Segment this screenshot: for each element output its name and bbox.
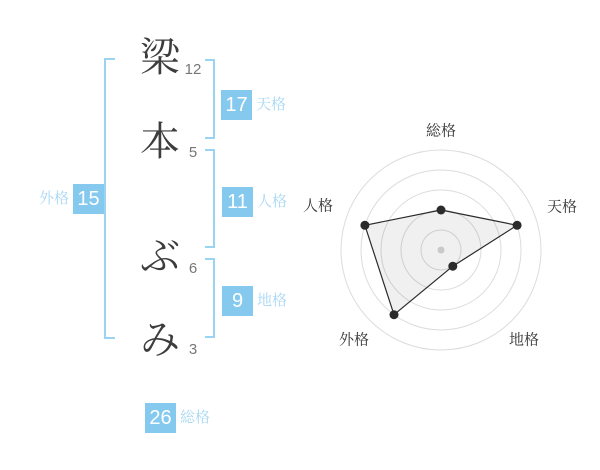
stroke-count-4: 3 [188,341,198,358]
soukaku-score-badge: 26 [145,403,176,433]
chikaku-label: 地格 [257,292,288,309]
tenkaku-score-badge: 17 [221,90,252,120]
name-char-2: 本 [140,120,180,164]
soukaku-label: 総格 [180,409,211,426]
radar-data-point [390,310,399,319]
radar-axis-label: 総格 [425,122,457,140]
radar-center-dot [438,247,445,254]
radar-axis-label: 人格 [302,197,334,215]
bracket-chikaku [205,258,215,338]
radar-data-point [513,221,522,230]
radar-data-point [448,262,457,271]
gaikaku-label: 外格 [38,190,69,207]
name-char-3: ぶ [140,235,180,279]
bracket-tenkaku [205,59,215,139]
radar-data-point [360,221,369,230]
stroke-count-1: 12 [184,61,202,78]
gaikaku-score-badge: 15 [73,184,104,214]
radar-axis-label: 地格 [508,331,540,349]
radar-polygon [365,210,517,315]
jinkaku-score-badge: 11 [222,187,253,217]
name-char-1: 梁 [140,36,180,80]
radar-data-point [437,206,446,215]
stroke-count-2: 5 [188,144,198,161]
tenkaku-label: 天格 [256,96,287,113]
chikaku-score-badge: 9 [222,286,253,316]
radar-chart [291,100,591,400]
radar-axis-label: 外格 [338,331,370,349]
bracket-gaikaku [104,58,115,339]
jinkaku-label: 人格 [257,193,288,210]
radar-axis-label: 天格 [546,198,578,216]
name-char-4: み [140,318,180,362]
stroke-count-3: 6 [188,260,198,277]
bracket-jinkaku [205,149,215,248]
